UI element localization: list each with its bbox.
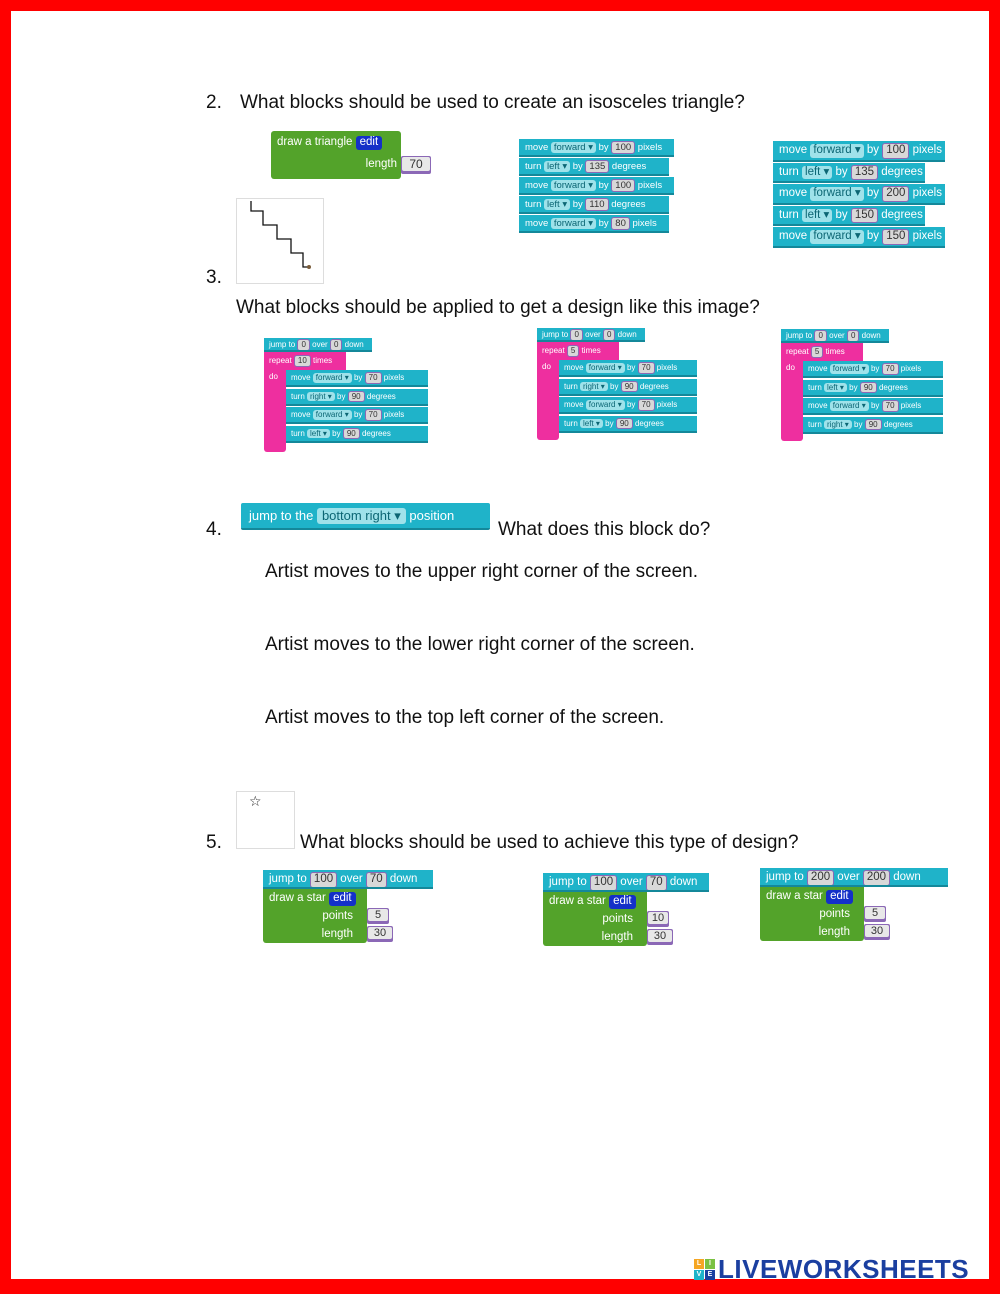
q4-answer-c[interactable]: Artist moves to the top left corner of the screen. — [265, 707, 665, 728]
command-block — [803, 361, 943, 378]
length-value: 30 — [865, 925, 889, 937]
direction-dropdown: right ▾ — [824, 420, 852, 430]
direction-dropdown: forward ▾ — [551, 180, 596, 191]
command-block — [773, 141, 945, 162]
q4-question: What does this block do? — [498, 519, 711, 540]
unit-label: degrees — [637, 381, 669, 391]
liveworksheets-logo — [694, 1254, 969, 1282]
command-block — [773, 184, 945, 205]
over-value: 100 — [590, 875, 617, 891]
command-label: move — [779, 187, 811, 199]
by-label: by — [595, 142, 612, 153]
draw-star-block — [760, 887, 864, 941]
by-label: by — [351, 410, 365, 419]
command-label: turn — [525, 199, 545, 210]
jump-to-label: jump to the — [249, 508, 314, 523]
value-field: 90 — [343, 428, 360, 440]
by-label: by — [595, 180, 612, 191]
star-design-image — [236, 791, 295, 849]
length-value: 30 — [648, 930, 672, 942]
command-block — [803, 380, 943, 397]
unit-label: pixels — [381, 373, 405, 382]
command-label: move — [808, 364, 830, 373]
command-label: turn — [808, 419, 825, 429]
down-label: down — [666, 876, 698, 888]
draw-star-block — [543, 892, 647, 946]
direction-dropdown: right ▾ — [307, 392, 335, 402]
direction-dropdown: forward ▾ — [313, 410, 352, 420]
direction-dropdown: forward ▾ — [810, 187, 863, 201]
command-block — [559, 397, 697, 414]
value-field: 90 — [865, 419, 882, 431]
command-label: move — [808, 401, 830, 410]
direction-dropdown: left ▾ — [824, 383, 847, 393]
command-block — [286, 370, 428, 387]
points-label: points — [322, 910, 353, 922]
unit-label: pixels — [909, 144, 942, 156]
unit-label: pixels — [909, 230, 942, 242]
length-socket — [647, 929, 673, 945]
jump-to-label: jump to — [766, 871, 807, 883]
down-label: down — [342, 340, 364, 349]
direction-dropdown: forward ▾ — [551, 142, 596, 153]
down-label: down — [890, 871, 921, 883]
by-label: by — [570, 199, 586, 210]
over-label: over — [834, 871, 863, 883]
unit-label: degrees — [608, 199, 646, 210]
draw-star-row — [269, 889, 367, 907]
command-label: move — [291, 410, 313, 419]
value-field: 135 — [851, 165, 878, 181]
draw-star-row — [549, 892, 647, 910]
length-value: 70 — [402, 157, 430, 171]
value-field: 135 — [585, 160, 609, 173]
direction-dropdown: forward ▾ — [830, 364, 869, 374]
by-label: by — [846, 382, 860, 392]
down-value: 0 — [603, 329, 615, 341]
over-value: 0 — [297, 339, 309, 351]
value-field: 200 — [882, 186, 909, 202]
unit-label: degrees — [364, 391, 396, 401]
direction-dropdown: left ▾ — [802, 166, 832, 180]
unit-label: pixels — [629, 218, 657, 229]
length-label: length — [365, 158, 397, 170]
unit-label: pixels — [654, 400, 678, 409]
unit-label: degrees — [878, 165, 923, 178]
times-label: times — [310, 356, 333, 365]
by-label: by — [607, 381, 621, 391]
draw-star-row — [766, 887, 864, 905]
command-block — [773, 163, 925, 184]
value-field: 70 — [638, 362, 655, 374]
command-block — [286, 389, 428, 406]
q3-option-c[interactable] — [781, 329, 945, 441]
q3-option-b[interactable] — [537, 328, 699, 440]
command-label: move — [525, 142, 551, 153]
q3-number: 3. — [206, 267, 222, 288]
direction-dropdown: right ▾ — [580, 382, 608, 392]
command-block — [559, 416, 697, 433]
jump-to-block — [781, 329, 889, 343]
command-label: turn — [564, 418, 581, 428]
do-label: do — [786, 363, 795, 372]
down-value: 70 — [646, 875, 667, 891]
over-label: over — [617, 876, 646, 888]
q2-option-a[interactable] — [519, 139, 674, 235]
logo-text: LIVEWORKSHEETS — [718, 1254, 970, 1284]
jump-to-block — [543, 873, 709, 892]
repeat-label: repeat — [786, 347, 811, 356]
down-value: 0 — [847, 330, 859, 342]
repeat-label: repeat — [269, 356, 294, 365]
command-label: turn — [564, 381, 581, 391]
value-field: 100 — [611, 179, 635, 192]
over-label: over — [582, 330, 603, 339]
unit-label: pixels — [898, 364, 922, 373]
by-label: by — [832, 165, 851, 178]
direction-dropdown: left ▾ — [544, 161, 570, 172]
length-label: length — [818, 926, 850, 938]
repeat-label: repeat — [542, 346, 567, 355]
repeat-header — [537, 342, 619, 360]
value-field: 110 — [585, 198, 608, 211]
down-label: down — [615, 330, 637, 339]
command-block — [519, 139, 674, 157]
by-label: by — [863, 144, 883, 156]
do-label: do — [542, 362, 551, 371]
staircase-design-image — [236, 198, 324, 284]
command-label: turn — [525, 161, 545, 172]
by-label: by — [624, 363, 638, 372]
over-label: over — [337, 873, 366, 885]
value-field: 70 — [365, 409, 382, 421]
edit-button[interactable]: edit — [609, 895, 636, 909]
length-label: length — [601, 931, 633, 943]
length-value-socket — [401, 156, 431, 174]
q4-answer-b[interactable]: Artist moves to the lower right corner of the screen. — [265, 634, 695, 655]
unit-label: degrees — [632, 418, 664, 428]
direction-dropdown: forward ▾ — [551, 218, 596, 229]
by-label: by — [602, 418, 616, 428]
command-block — [519, 215, 669, 233]
unit-label: pixels — [909, 187, 942, 199]
position-dropdown-value: bottom right — [321, 508, 391, 523]
command-block — [559, 360, 697, 377]
value-field: 90 — [616, 418, 633, 430]
by-label: by — [624, 400, 638, 409]
jump-to-block — [263, 870, 433, 889]
q2-given-triangle-block — [271, 131, 433, 179]
position-label: position — [409, 508, 455, 523]
q4-answer-a[interactable]: Artist moves to the upper right corner of the screen. — [265, 561, 698, 582]
points-value: 5 — [865, 907, 885, 919]
value-field: 100 — [882, 143, 909, 159]
command-block — [559, 379, 697, 396]
points-label: points — [602, 913, 633, 925]
star-icon: ☆ — [249, 794, 262, 810]
value-field: 70 — [882, 363, 899, 375]
q2-question: What blocks should be used to create an isosceles triangle? — [240, 92, 745, 113]
value-field: 70 — [365, 372, 382, 384]
times-label: times — [823, 347, 845, 356]
q2-option-b[interactable] — [773, 141, 945, 249]
value-field: 70 — [638, 399, 655, 411]
repeat-count: 5 — [811, 346, 823, 358]
repeat-header — [264, 352, 346, 370]
direction-dropdown: left ▾ — [580, 419, 603, 429]
over-value: 200 — [807, 870, 834, 886]
logo-cubes-icon: L I V E — [694, 1259, 716, 1281]
draw-star-label: draw a star — [766, 890, 827, 902]
edit-button[interactable]: edit — [356, 136, 383, 150]
q5-option-a[interactable] — [263, 870, 433, 946]
jump-to-label: jump to — [542, 330, 571, 339]
unit-label: degrees — [881, 419, 913, 429]
by-label: by — [334, 391, 348, 401]
down-value: 200 — [863, 870, 890, 886]
jump-to-block — [760, 868, 948, 887]
command-block — [286, 407, 428, 424]
q5-question: What blocks should be used to achieve this type of design? — [300, 832, 799, 853]
by-label: by — [595, 218, 612, 229]
command-label: turn — [779, 208, 803, 221]
command-label: move — [291, 373, 313, 382]
by-label: by — [329, 428, 343, 438]
length-value: 30 — [368, 927, 392, 939]
length-label: length — [321, 928, 353, 940]
repeat-count: 10 — [294, 355, 311, 367]
unit-label: degrees — [609, 161, 647, 172]
unit-label: pixels — [898, 401, 922, 410]
edit-button[interactable]: edit — [826, 890, 853, 904]
command-block — [519, 196, 669, 214]
q4-number: 4. — [206, 519, 222, 540]
over-value: 100 — [310, 872, 337, 888]
direction-dropdown: left ▾ — [307, 429, 330, 439]
command-label: move — [779, 144, 811, 156]
jump-to-position-block — [241, 503, 490, 530]
command-label: move — [525, 180, 551, 191]
position-dropdown — [317, 508, 406, 524]
points-socket — [864, 906, 886, 922]
points-socket — [367, 908, 389, 924]
by-label: by — [832, 208, 851, 221]
jump-to-label: jump to — [786, 331, 815, 340]
direction-dropdown: forward ▾ — [586, 400, 625, 410]
points-value: 10 — [648, 912, 668, 924]
q5-option-b[interactable] — [543, 873, 709, 949]
by-label: by — [851, 419, 865, 429]
q2-number: 2. — [206, 92, 222, 113]
unit-label: degrees — [876, 382, 908, 392]
over-label: over — [309, 340, 330, 349]
unit-label: degrees — [878, 208, 923, 221]
direction-dropdown: forward ▾ — [313, 373, 352, 383]
points-socket — [647, 911, 669, 927]
value-field: 90 — [621, 381, 638, 393]
length-socket — [367, 926, 393, 942]
down-value: 0 — [330, 339, 342, 351]
command-block — [803, 417, 943, 434]
down-label: down — [386, 873, 418, 885]
command-block — [286, 426, 428, 443]
draw-star-block — [263, 889, 367, 943]
do-label: do — [269, 372, 278, 381]
command-block — [519, 158, 669, 176]
command-block — [519, 177, 674, 195]
unit-label: pixels — [381, 410, 405, 419]
by-label: by — [868, 401, 882, 410]
by-label: by — [351, 373, 365, 382]
unit-label: pixels — [635, 180, 663, 191]
direction-dropdown: left ▾ — [544, 199, 570, 210]
unit-label: pixels — [635, 142, 663, 153]
value-field: 90 — [348, 391, 365, 403]
over-label: over — [826, 331, 847, 340]
jump-to-block — [264, 338, 372, 352]
unit-label: pixels — [654, 363, 678, 372]
value-field: 80 — [611, 217, 630, 230]
direction-dropdown: forward ▾ — [830, 401, 869, 411]
q3-question: What blocks should be applied to get a design like this image? — [236, 297, 760, 318]
down-label: down — [859, 331, 881, 340]
jump-to-label: jump to — [269, 873, 310, 885]
value-field: 150 — [851, 208, 878, 224]
command-label: move — [779, 230, 811, 242]
value-field: 90 — [860, 382, 877, 394]
times-label: times — [579, 346, 601, 355]
command-block — [773, 206, 925, 227]
jump-to-block — [537, 328, 645, 342]
command-block — [773, 227, 945, 248]
draw-triangle-label: draw a triangle — [277, 136, 353, 148]
jump-to-label: jump to — [549, 876, 590, 888]
direction-dropdown: left ▾ — [802, 209, 832, 223]
command-label: turn — [779, 165, 803, 178]
command-label: turn — [291, 391, 308, 401]
value-field: 70 — [882, 400, 899, 412]
command-label: move — [525, 218, 551, 229]
edit-button[interactable]: edit — [329, 892, 356, 906]
q3-option-a[interactable] — [264, 338, 430, 452]
q5-number: 5. — [206, 832, 222, 853]
draw-star-label: draw a star — [549, 895, 610, 907]
command-block — [803, 398, 943, 415]
down-value: 70 — [366, 872, 387, 888]
by-label: by — [863, 230, 883, 242]
by-label: by — [863, 187, 883, 199]
by-label: by — [868, 364, 882, 373]
points-label: points — [819, 908, 850, 920]
chevron-down-icon: ▾ — [394, 508, 401, 523]
repeat-count: 5 — [567, 345, 579, 357]
command-label: turn — [291, 428, 308, 438]
q5-option-c[interactable] — [760, 868, 948, 944]
direction-dropdown: forward ▾ — [586, 363, 625, 373]
command-label: turn — [808, 382, 825, 392]
unit-label: degrees — [359, 428, 391, 438]
over-value: 0 — [570, 329, 582, 341]
jump-to-label: jump to — [269, 340, 298, 349]
draw-star-label: draw a star — [269, 892, 330, 904]
repeat-header — [781, 343, 863, 361]
value-field: 150 — [882, 229, 909, 245]
command-label: move — [564, 400, 586, 409]
direction-dropdown: forward ▾ — [810, 230, 863, 244]
by-label: by — [570, 161, 586, 172]
command-label: move — [564, 363, 586, 372]
over-value: 0 — [814, 330, 826, 342]
draw-triangle-block — [271, 131, 401, 179]
value-field: 100 — [611, 141, 635, 154]
direction-dropdown: forward ▾ — [810, 144, 863, 158]
points-value: 5 — [368, 909, 388, 921]
length-socket — [864, 924, 890, 940]
